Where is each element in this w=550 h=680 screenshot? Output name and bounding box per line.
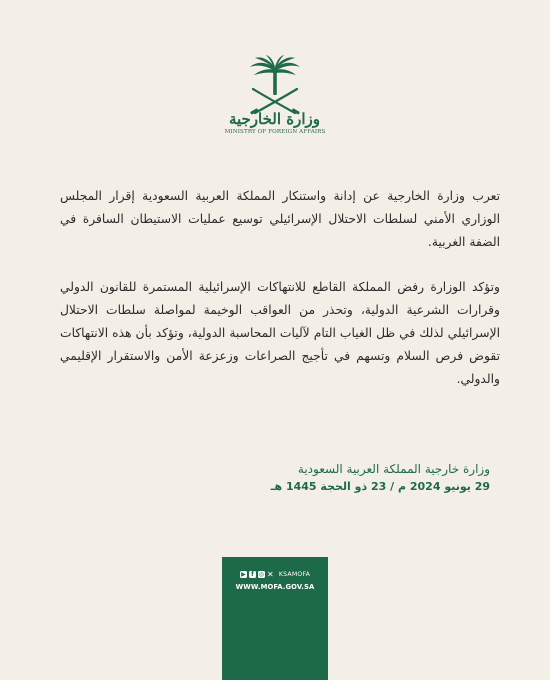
- website-link[interactable]: WWW.MOFA.GOV.SA: [235, 583, 315, 591]
- palm-swords-emblem-icon: [245, 55, 305, 117]
- signature-date: 29 يونيو 2024 م / 23 ذو الحجة 1445 هـ: [270, 480, 490, 493]
- statement-paragraph-2: وتؤكد الوزارة رفض المملكة القاطع للانتهاكات الإسرائيلية المستمرة للقانون الدولي وقرارات الشرعية الدولية، وتحذر من العواقب الوخيمة لمواصلة سلطات الاحتلال الإسرائيلي لذلك في ظل الغياب التام لآليات المحاسبة الدولية، وتؤكد بأن هذه الانتهاكات تقوض فرص السلام وتسهم في تأجيج الصراعات وزعزعة الأمن والاستقرار الإقليمي والدولي.: [60, 280, 500, 386]
- social-handle[interactable]: KSAMOFA: [278, 571, 311, 578]
- x-icon[interactable]: ✕: [267, 570, 274, 579]
- ministry-logo-arabic: وزارة الخارجية: [228, 110, 320, 128]
- signature-block: [230, 460, 490, 496]
- youtube-icon[interactable]: ▶: [241, 571, 246, 578]
- facebook-icon[interactable]: f: [249, 571, 256, 578]
- social-links: [222, 571, 328, 578]
- statement-body: [60, 185, 500, 391]
- ministry-logo-english: MINISTRY OF FOREIGN AFFAIRS: [224, 129, 326, 135]
- instagram-icon[interactable]: ◎: [258, 571, 265, 578]
- signature-ministry: وزارة خارجية المملكة العربية السعودية: [297, 462, 490, 476]
- footer-panel: [222, 557, 328, 680]
- statement-paragraph-1: تعرب وزارة الخارجية عن إدانة واستنكار المملكة العربية السعودية إقرار المجلس الوزاري الأمني لسلطات الاحتلال الإسرائيلي توسيع عمليات الاستيطان السافرة في الضفة الغربية.: [60, 189, 500, 249]
